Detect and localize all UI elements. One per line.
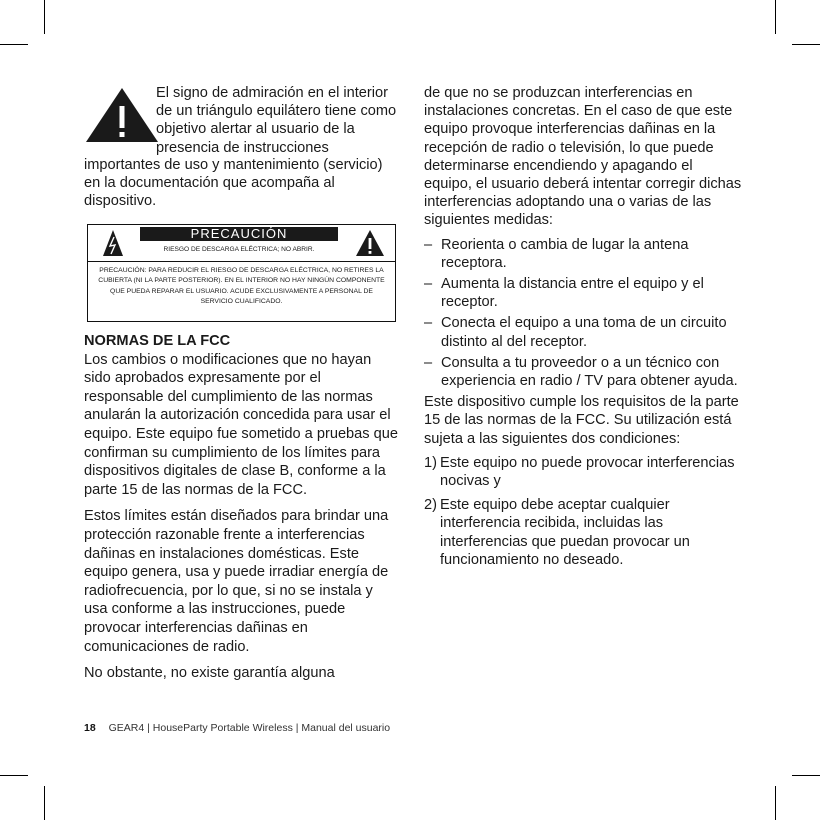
compliance-paragraph: Este dispositivo cumple los requisitos de la parte 15 de las normas de la FCC. Su utilización está sujeta a las siguientes dos condiciones: <box>424 394 739 447</box>
conditions-list <box>424 454 744 569</box>
dash-bullet: – <box>424 354 433 371</box>
warning-triangle-icon <box>84 86 160 144</box>
exclamation-triangle-icon <box>355 229 385 257</box>
intro-text: El signo de admiración en el interior de un triángulo equilátero tiene como objetivo alertar al usuario de la presencia de instrucciones <box>156 85 397 156</box>
crop-mark <box>44 0 45 34</box>
dash-bullet: – <box>424 276 433 293</box>
list-item: 2) Este equipo debe aceptar cualquier interferencia recibida, incluidas las interferencias que puedan provocar un funcionamiento no deseado. <box>424 497 690 568</box>
crop-mark <box>44 786 45 820</box>
lightning-triangle-icon <box>102 229 124 257</box>
fcc-section <box>84 332 400 691</box>
caution-label-header <box>88 225 395 262</box>
caution-label <box>87 224 396 322</box>
footer-text: GEAR4 | HouseParty Portable Wireless | Manual del usuario <box>108 722 391 734</box>
crop-mark <box>0 775 28 776</box>
left-column <box>84 84 400 210</box>
list-item: – Reorienta o cambia de lugar la antena receptora. <box>424 236 689 271</box>
right-column <box>424 84 744 575</box>
list-item: – Aumenta la distancia entre el equipo y el receptor. <box>424 276 704 311</box>
fcc-paragraph: Estos límites están diseñados para brindar una protección razonable frente a interferencias dañinas en instalaciones domésticas. Este equipo genera, usa y puede irradiar energía de radiofrecuencia, por lo que, si no se instala y usa conforme a las instrucciones, puede provocar interferencias dañinas en comunicaciones de radio. <box>84 508 389 655</box>
list-item: 1) Este equipo no puede provocar interferencias nocivas y <box>424 454 735 490</box>
caution-body: PRECAUCIÓN: PARA REDUCIR EL RIESGO DE DESCARGA ELÉCTRICA, NO RETIRES LA CUBIERTA (NI LA PARTE POSTERIOR). EN EL INTERIOR NO HAY NINGÚN COMPONENTE QUE PUEDA REPARAR EL USUARIO. ACUDE EXCLUSIVAMENTE A PERSONAL DE SERVICIO CUALIFICADO. <box>98 267 385 305</box>
dash-bullet: – <box>424 236 433 253</box>
list-item: – Consulta a tu proveedor o a un técnico con experiencia en radio / TV para obtener ayuda. <box>424 354 738 390</box>
dash-bullet: – <box>424 315 433 332</box>
crop-mark <box>792 44 820 45</box>
crop-mark <box>0 44 28 45</box>
page-number: 18 <box>84 722 96 734</box>
interference-paragraph: de que no se produzcan interferencias en instalaciones concretas. En el caso de que este equipo provoque interferencias dañinas en la recepción de radio o televisión, lo que puede determinarse encendiendo y apagando el equipo, el usuario deberá intentar corregir dichas interferencias adoptando una o varias de las siguientes medidas: <box>424 85 742 229</box>
page-footer <box>84 722 390 734</box>
list-item: – Conecta el equipo a una toma de un circuito distinto al del receptor. <box>424 315 727 350</box>
fcc-paragraph: No obstante, no existe garantía alguna <box>84 665 335 682</box>
intro-block <box>84 84 400 210</box>
fcc-heading: NORMAS DE LA FCC <box>84 333 231 349</box>
fcc-paragraph: Los cambios o modificaciones que no hayan sido aprobados expresamente por el responsable del cumplimiento de las normas anularán la autorización concedida para usar el equipo. Este equipo fue sometido a pruebas que confirman su cumplimiento de los límites para dispositivos digitales de clase B, conforme a la parte 15 de las normas de la FCC. <box>84 351 398 498</box>
caution-title: PRECAUCIÓN <box>140 227 338 241</box>
crop-mark <box>792 775 820 776</box>
caution-subtitle: RIESGO DE DESCARGA ELÉCTRICA; NO ABRIR. <box>163 246 315 253</box>
intro-continuation: importantes de uso y mantenimiento (servicio) en la documentación que acompaña al dispositivo. <box>84 157 383 210</box>
crop-mark <box>775 0 776 34</box>
crop-mark <box>775 786 776 820</box>
measures-list <box>424 236 744 391</box>
